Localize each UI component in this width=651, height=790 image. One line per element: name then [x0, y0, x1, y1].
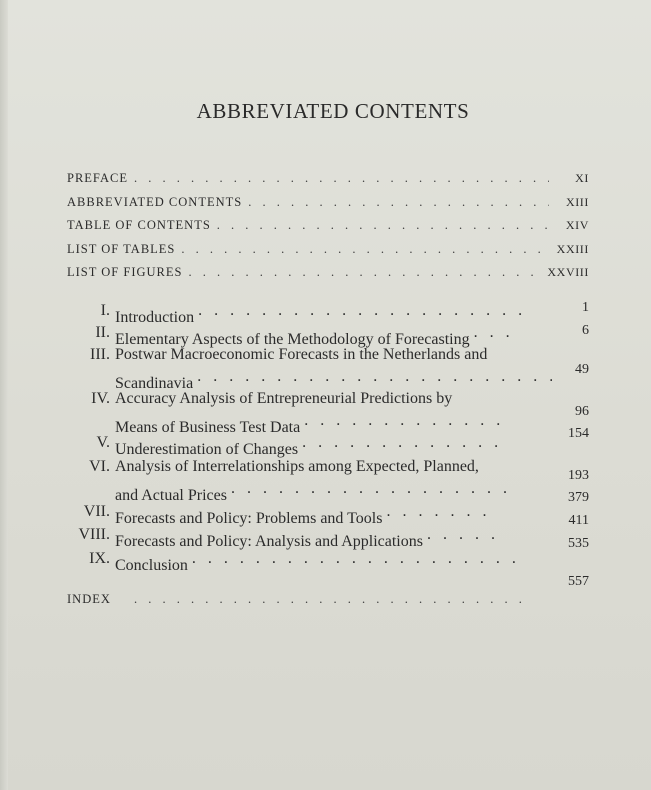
- toc-entry-page: XI: [575, 171, 589, 185]
- toc-entry-page: XXIII: [556, 242, 589, 256]
- chapter-number: IX.: [89, 550, 110, 567]
- leader-dots: [188, 265, 541, 280]
- chapter-title-line: Postwar Macroeconomic Forecasts in the Netherlands and: [115, 346, 488, 363]
- chapter-page: 6: [582, 323, 589, 338]
- chapter-title-line: Elementary Aspects of the Methodology of Forecasting: [115, 331, 470, 348]
- chapter-title-line: and Actual Prices: [115, 487, 227, 504]
- chapter-title-line: Analysis of Interrelationships among Expected, Planned,: [115, 458, 479, 475]
- page-title: ABBREVIATED CONTENTS: [196, 99, 470, 123]
- toc-entry-abbreviated-contents: [67, 195, 589, 210]
- leader-dots: [304, 410, 504, 432]
- chapter-number: I.: [100, 302, 110, 319]
- toc-entry-label: ABBREVIATED CONTENTS: [67, 195, 243, 209]
- chapter-page: 1: [582, 300, 589, 315]
- chapter-number: II.: [95, 324, 110, 341]
- leader-dots: [302, 432, 502, 454]
- toc-entry-page: 557: [568, 574, 589, 589]
- chapter-page: 193: [568, 468, 589, 483]
- chapter-page: 411: [568, 513, 589, 528]
- leader-dots: [134, 592, 522, 607]
- leader-dots: [181, 242, 549, 257]
- leader-dots: [427, 524, 502, 546]
- leader-dots: [386, 501, 486, 523]
- toc-entry-table-of-contents: [67, 218, 589, 233]
- leader-dots: [231, 478, 506, 500]
- toc-entry-page: XXVIII: [547, 265, 589, 279]
- leader-dots: [198, 300, 528, 322]
- leader-dots: [217, 218, 549, 233]
- toc-entry-label: INDEX: [67, 592, 111, 606]
- toc-entry-label: PREFACE: [67, 171, 128, 185]
- toc-entry-page: XIV: [565, 218, 589, 232]
- chapter-page: 535: [568, 536, 589, 551]
- leader-dots: [134, 171, 549, 186]
- toc-entry-label: LIST OF FIGURES: [67, 265, 183, 279]
- chapter-number: VII.: [83, 503, 110, 520]
- leader-dots: [197, 366, 552, 388]
- chapter-page: 96: [575, 404, 589, 419]
- chapter-number: VIII.: [78, 526, 110, 543]
- chapter-title-line: Accuracy Analysis of Entrepreneurial Predictions by: [115, 390, 453, 407]
- chapter-title-line: Underestimation of Changes: [115, 441, 299, 458]
- leader-dots: [248, 195, 549, 210]
- chapter-title-line: Scandinavia: [115, 375, 194, 392]
- chapter-title-line: Conclusion: [115, 557, 188, 574]
- leader-row: [128, 592, 528, 607]
- chapter-page: 379: [568, 490, 589, 505]
- chapter-title-line: Forecasts and Policy: Problems and Tools: [115, 510, 383, 527]
- leader-dots: [192, 548, 522, 570]
- toc-entry-page: XIII: [565, 195, 589, 209]
- chapter-title-line: Means of Business Test Data: [115, 419, 301, 436]
- leader-dots: [474, 322, 512, 344]
- chapter-page: 49: [575, 362, 589, 377]
- toc-entry-label: LIST OF TABLES: [67, 242, 176, 256]
- toc-entry-preface: [67, 171, 589, 186]
- toc-entry-label: TABLE OF CONTENTS: [67, 218, 211, 232]
- chapter-number: IV.: [91, 390, 110, 407]
- chapter-number: III.: [90, 346, 110, 363]
- chapter-title-line: Introduction: [115, 309, 195, 326]
- chapter-title: [115, 456, 506, 507]
- toc-entry-list-of-tables: [67, 242, 589, 257]
- chapter-number: VI.: [89, 458, 110, 475]
- chapter-page: 154: [568, 426, 589, 441]
- chapter-number: V.: [96, 434, 110, 451]
- toc-entry-list-of-figures: [67, 265, 589, 280]
- chapter-title: [115, 548, 522, 577]
- chapter-title-line: Forecasts and Policy: Analysis and Applications: [115, 533, 423, 550]
